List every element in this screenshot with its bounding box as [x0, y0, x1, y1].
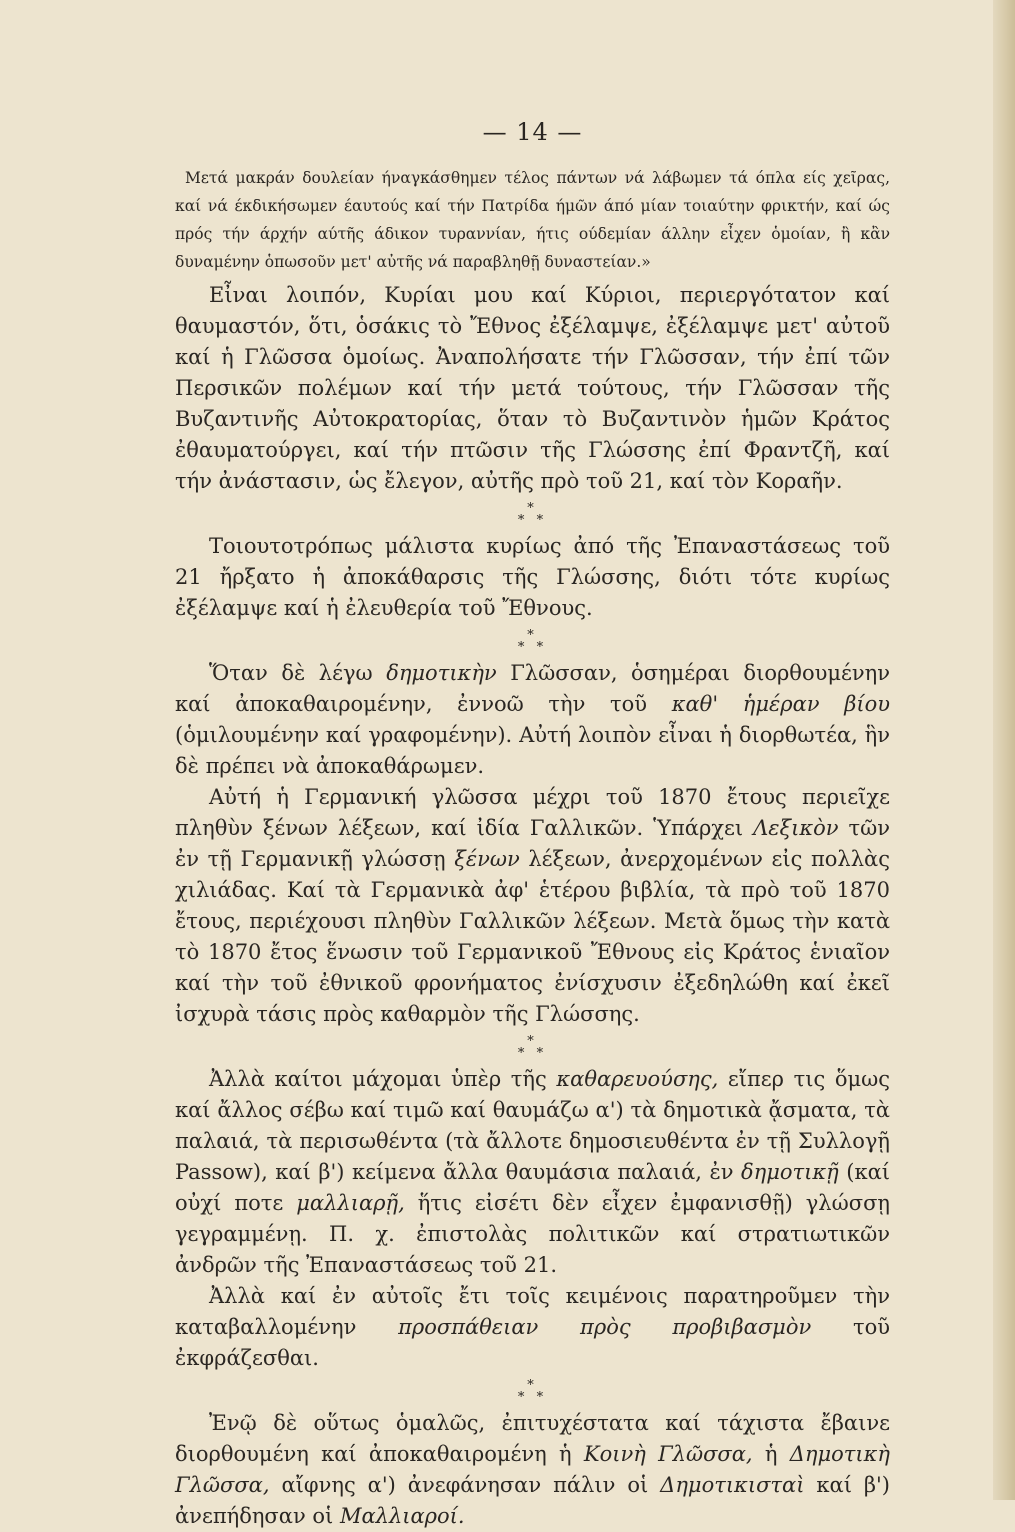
text-run: Ἀλλὰ καί ἐν αὐτοῖς ἔτι τοῖς κειμένοις παρατηροῦμεν τὴν καταβαλλομένην: [175, 1284, 890, 1339]
emphasis: δημοτικὴν: [386, 661, 497, 685]
asterism-star: *: [527, 501, 538, 516]
text-run: Γλῶσσαν, ὁσημέραι διορθουμένην καί ἀποκαθαιρομένην, ἐννοῶ τὴν τοῦ: [175, 661, 890, 716]
text-run: (καί οὐχί ποτε: [175, 1160, 890, 1215]
emphasis: Μαλλιαροί.: [339, 1504, 465, 1528]
paragraph-7: [175, 1408, 890, 1532]
paragraph-3: [175, 658, 890, 782]
text-run: (ὁμιλουμένην καί γραφομένην). Αὐτή λοιπὸν εἶναι ἡ διορθωτέα, ἣν δὲ πρέπει νὰ ἀποκαθάρωμεν.: [175, 723, 890, 778]
asterism-star: *: [527, 628, 538, 643]
paragraph-1: Εἶναι λοιπόν, Κυρίαι μου καί Κύριοι, περιεργότατον καί θαυμαστόν, ὅτι, ὁσάκις τὸ Ἔθνος ἐξέλαμψε, ἐξέλαμψε μετ' αὐτοῦ καί ἡ Γλῶσσα ὁμοίως. Ἀναπολήσατε τήν Γλῶσσαν, τήν ἐπί τῶν Περσικῶν πολέμων καί τήν μετά τούτους, τήν Γλῶσσαν τῆς Βυζαντινῆς Αὐτοκρατορίας, ὅταν τὸ Βυζαντινὸν ἡμῶν Κράτος ἐθαυματούργει, καί τήν πτῶσιν τῆς Γλώσσης ἐπί Φραντζῆ, καί τήν ἀνάστασιν, ὡς ἔλεγον, αὐτῆς πρὸ τοῦ 21, καί τὸν Κοραῆν.: [175, 283, 890, 493]
quote-paragraph: Μετά μακράν δουλείαν ήναγκάσθημεν τέλος πάντων νά λάβωμεν τά όπλα είς χεῖρας, καί νά έκδικήσωμεν έαυτούς καί τήν Πατρίδα ήμῶν άπό μίαν τοιαύτην φρικτήν, καί ώς πρός τήν άρχήν αύτῆς άδικον τυραννίαν, ήτις ούδεμίαν άλλην εἶχεν ὁμοίαν, ἢ κἂν δυναμένην ὁπωσοῦν μετ' αὐτῆς νά παραβληθῇ δυναστείαν.»: [175, 169, 890, 271]
asterism-star: *: [536, 1046, 548, 1061]
emphasis: προσπάθειαν πρὸς προβιβασμὸν: [398, 1315, 812, 1339]
text-run: Ἀλλὰ καίτοι μάχομαι ὑπὲρ τῆς: [209, 1067, 557, 1091]
emphasis: καθ' ἡμέραν βίου: [671, 692, 890, 716]
paragraph-5: [175, 1064, 890, 1281]
emphasis: καθαρευούσης,: [556, 1067, 719, 1091]
text-run: εἴπερ τις ὅμως καί ἄλλος σέβω καί τιμῶ καί θαυμάζω α') τὰ δημοτικὰ ᾄσματα, τὰ παλαιά, τὰ περισωθέντα (τὰ ἄλλοτε δημοσιευθέντα ἐν τῇ Συλλογῇ Passow), καί β') κείμενα ἄλλα θαυμάσια παλαιά, ἐν: [175, 1067, 890, 1184]
emphasis: Κοινὴ Γλῶσσα,: [583, 1442, 753, 1466]
asterism-star: *: [517, 513, 529, 528]
asterism-star: *: [536, 1390, 548, 1405]
text-run: λέξεων, ἀνερχομένων εἰς πολλὰς χιλιάδας. Καί τὰ Γερμανικὰ ἀφ' ἑτέρου βιβλία, τὰ πρὸ τοῦ 1870 ἔτους, περιέχουσι πληθὺν Γαλλικῶν λέξεων. Μετὰ ὅμως τὴν κατὰ τὸ 1870 ἔτος ἕνωσιν τοῦ Γερμανικοῦ Ἔθνους εἰς Κράτος ἑνιαῖον καί τὴν τοῦ ἐθνικοῦ φρονήματος ἐνίσχυσιν ἐξεδηλώθη καί ἐκεῖ ἰσχυρὰ τάσις πρὸς καθαρμὸν τῆς Γλώσσης.: [175, 847, 890, 1026]
paragraph-4: [175, 782, 890, 1030]
text-run: ἥτις εἰσέτι δὲν εἶχεν ἐμφανισθῇ) γλώσσῃ γεγραμμένῃ. Π. χ. ἐπιστολὰς πολιτικῶν καί στρατιωτικῶν ἀνδρῶν τῆς Ἐπαναστάσεως τοῦ 21.: [175, 1191, 890, 1277]
emphasis: Λεξικὸν: [753, 816, 839, 840]
asterism-star: *: [517, 1390, 529, 1405]
asterism-separator: [175, 503, 890, 527]
asterism-star: *: [517, 1046, 529, 1061]
page-number: — 14 —: [482, 118, 583, 146]
text-run: καί β') ἀνεπήδησαν οἱ: [175, 1473, 890, 1528]
text-run: ἡ: [752, 1442, 790, 1466]
page-edge: [993, 0, 1015, 1500]
asterism-separator: [175, 630, 890, 654]
text-run: τοῦ ἐκφράζεσθαι.: [175, 1315, 891, 1370]
text-run: Αὐτή ἡ Γερμανική γλῶσσα μέχρι τοῦ 1870 ἔτους περιεῖχε πληθὺν ξένων λέξεων, καί ἰδία Γαλλικῶν. Ὑπάρχει: [175, 785, 890, 840]
emphasis: Δημοτικὴ Γλῶσσα,: [175, 1442, 890, 1497]
page-body: [175, 118, 890, 1532]
emphasis: ξένων: [454, 847, 520, 871]
text-run: τῶν ἐν τῇ Γερμανικῇ γλώσσῃ: [175, 816, 890, 871]
emphasis: Δημοτικισταὶ: [660, 1473, 805, 1497]
asterism-star: *: [536, 640, 548, 655]
text-run: Ὅταν δὲ λέγω: [209, 661, 387, 685]
paragraph-2: Τοιουτοτρόπως μάλιστα κυρίως ἀπό τῆς Ἐπαναστάσεως τοῦ 21 ἤρξατο ἡ ἀποκάθαρσις τῆς Γλώσσης, διότι τότε κυρίως ἐξέλαμψε καί ἡ ἐλευθερία τοῦ Ἔθνους.: [175, 534, 890, 620]
text-run: αἴφνης α') ἀνεφάνησαν πάλιν οἱ: [269, 1473, 661, 1497]
emphasis: μαλλιαρῇ,: [296, 1191, 405, 1215]
asterism-star: *: [517, 640, 529, 655]
emphasis: δημοτικῇ: [741, 1160, 839, 1184]
paragraph-6: [175, 1281, 890, 1374]
asterism-separator: [175, 1036, 890, 1060]
text-run: Ἐνῷ δὲ οὕτως ὁμαλῶς, ἐπιτυχέστατα καί τάχιστα ἔβαινε διορθουμένη καί ἀποκαθαιρομένη ἡ: [175, 1411, 890, 1466]
asterism-star: *: [527, 1034, 538, 1049]
asterism-separator: [175, 1380, 890, 1404]
asterism-star: *: [536, 513, 548, 528]
asterism-star: *: [527, 1378, 538, 1393]
